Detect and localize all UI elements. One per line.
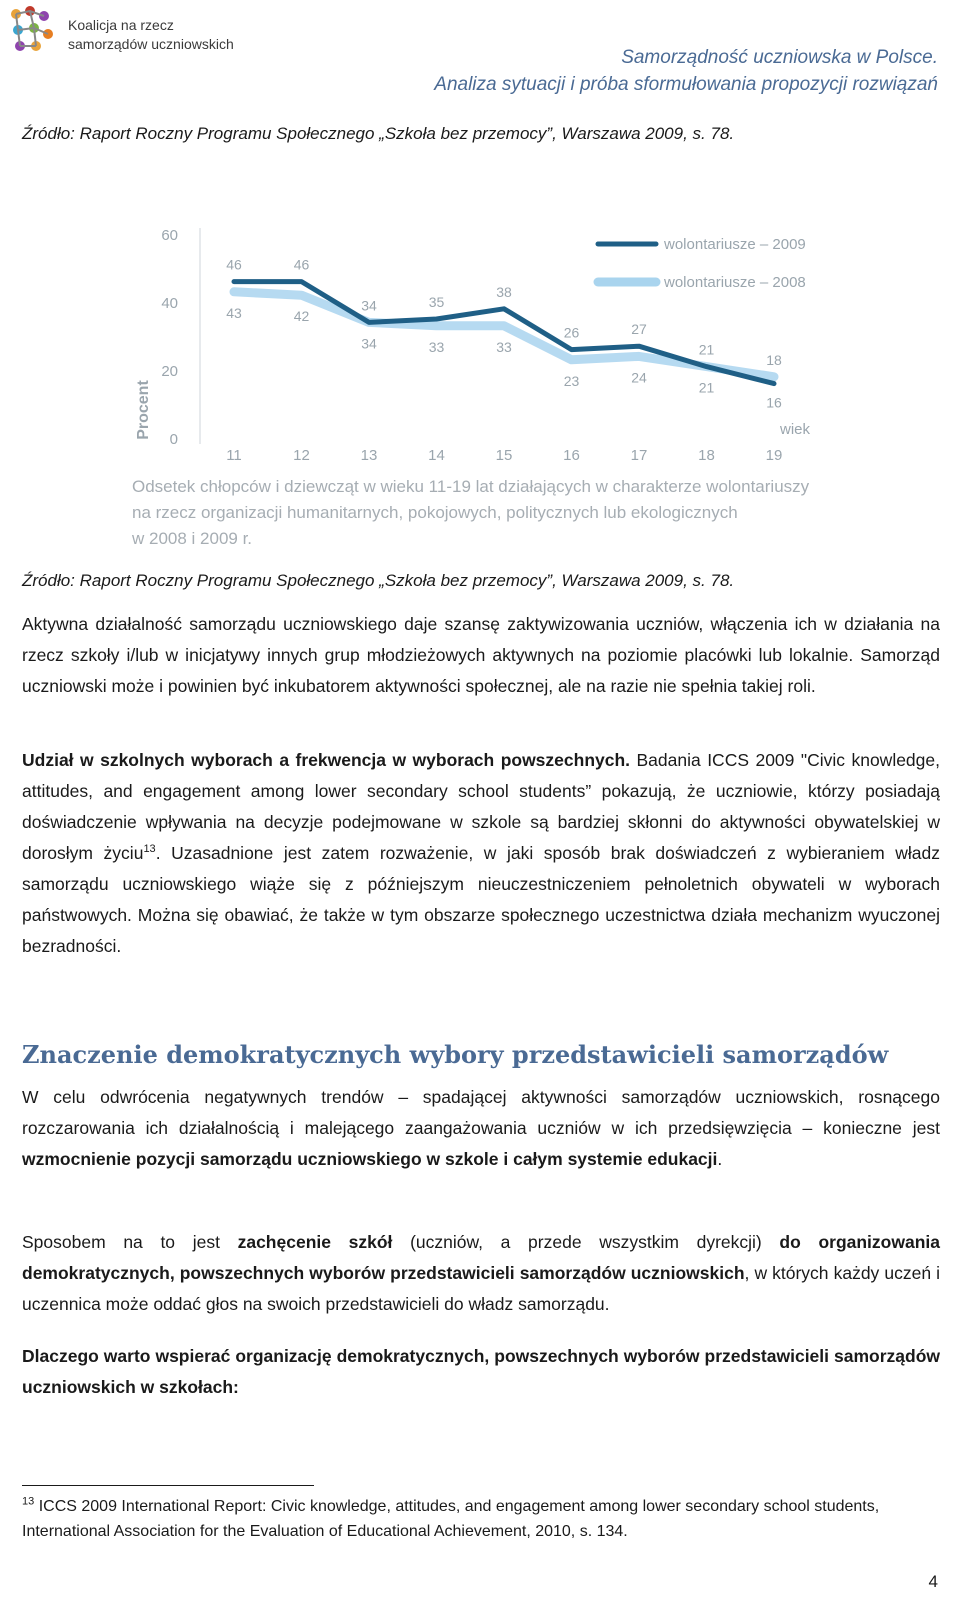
legend-label-2008: wolontariusze – 2008 (664, 274, 806, 291)
document-title-line-1: Samorządność uczniowska w Polsce. (621, 47, 938, 68)
data-label-2009: 26 (563, 324, 580, 341)
data-label-2008: 33 (496, 338, 512, 355)
source-bottom: Źródło: Raport Roczny Programu Społecznego „Szkoła bez przemocy”, Warszawa 2009, s. 78. (22, 571, 735, 590)
document-title-line-2: Analiza sytuacji i próba sformułowania propozycji rozwiązań (434, 74, 938, 95)
paragraph-3-text-1: W celu odwrócenia negatywnych trendów – spadającej aktywności samorządów uczniowskich, rosnącego rozczarowania ich działalnością i malejącego zaangażowania uczniów w ich przedsięwzięcia – konieczne jest (22, 1087, 940, 1138)
data-label-2008: 33 (428, 338, 445, 355)
y-tick-label: 20 (161, 363, 178, 380)
data-label-2009: 27 (631, 321, 647, 338)
x-tick-label: 18 (698, 447, 715, 464)
document-title (434, 44, 938, 98)
data-label-2009: 35 (428, 294, 445, 310)
paragraph-2-text-1: Badania ICCS 2009 "Civic knowledge, attitudes, and engagement among lower secondary school students” pokazują, że uczniowie, którzy posiadają doświadczenie wpływania na decyzje podejmowane w szkole są bardziej skłonni do aktywności obywatelskiej w dorosłym życiu (22, 750, 940, 863)
data-label-2009: 46 (226, 256, 242, 273)
footnote (22, 1494, 940, 1544)
footnote-text: ICCS 2009 International Report: Civic knowledge, attitudes, and engagement among lower secondary school students, International Association for the Evaluation of Educational Achievement, 2010, s. 134. (22, 1498, 880, 1540)
data-label-2008: 18 (766, 351, 782, 368)
paragraph-4-bold-1: zachęcenie szkół (237, 1232, 393, 1252)
logo-text (68, 16, 234, 54)
paragraph-2-bold: Udział w szkolnych wyborach a frekwencja w wyborach powszechnych. (22, 750, 631, 770)
paragraph-4-text-3: , w których każdy uczeń i uczennica może oddać głos na swoich przedstawicieli do władz samorządu. (22, 1263, 940, 1314)
data-label-2008: 43 (226, 304, 242, 321)
data-label-2008: 23 (563, 372, 580, 389)
data-label-2009: 16 (766, 394, 782, 411)
paragraph-2-text-2: . Uzasadnione jest zatem rozważenie, w jaki sposób brak doświadczeń z wybieraniem władz samorządu uczniowskiego wiąże się z późniejszym nieuczestniczeniem pełnoletnich obywateli w wyborach państwowych. Można się obawiać, że także w tym obszarze społecznego uczestnictwa działa mechanizm wyuczonej bezradności. (22, 843, 940, 956)
logo-line-2: samorządów uczniowskich (68, 36, 234, 52)
volunteer-chart (120, 222, 840, 562)
logo (6, 4, 266, 56)
x-tick-label: 11 (226, 447, 242, 464)
section-heading: Znaczenie demokratycznych wybory przedstawicieli samorządów (22, 1040, 889, 1069)
x-tick-label: 13 (360, 447, 378, 464)
x-axis-label: wiek (779, 421, 810, 438)
data-label-2009: 34 (361, 297, 377, 314)
footnote-divider (22, 1485, 314, 1486)
paragraph-4-bold-2: do organizowania demokratycznych, powszechnych wyborów przedstawicieli samorządów uczniowskich (22, 1232, 940, 1283)
paragraph-4-text-1: Sposobem na to jest (22, 1232, 238, 1252)
legend-label-2009: wolontariusze – 2009 (664, 236, 806, 253)
x-tick-label: 19 (765, 447, 783, 464)
x-tick-label: 12 (293, 447, 310, 464)
y-tick-label: 40 (161, 295, 178, 312)
paragraph-3 (22, 1082, 940, 1175)
data-label-2008: 42 (293, 308, 310, 325)
footnote-number: 13 (22, 1495, 35, 1508)
paragraph-5: Dlaczego warto wspierać organizację demokratycznych, powszechnych wyborów przedstawicieli samorządów uczniowskich w szkołach: (22, 1346, 940, 1397)
data-label-2009: 46 (293, 256, 310, 273)
chart-caption-line: Odsetek chłopców i dziewcząt w wieku 11-19 lat działających w charakterze wolontariuszy (132, 477, 810, 496)
data-label-2008: 21 (698, 379, 715, 396)
logo-icon (6, 4, 62, 56)
chart-caption-line: w 2008 i 2009 r. (132, 529, 253, 548)
y-axis-label: Procent (135, 380, 152, 440)
x-tick-label: 17 (630, 447, 648, 464)
data-label-2009: 38 (496, 283, 512, 300)
logo-line-1: Koalicja na rzecz (68, 17, 174, 33)
paragraph-2 (22, 745, 940, 962)
paragraph-3-bold: wzmocnienie pozycji samorządu uczniowskiego w szkole i całym systemie edukacji (22, 1149, 718, 1169)
paragraph-3-text-2: . (717, 1149, 723, 1169)
source-top: Źródło: Raport Roczny Programu Społecznego „Szkoła bez przemocy”, Warszawa 2009, s. 78. (22, 124, 735, 143)
paragraph-4 (22, 1227, 940, 1320)
x-tick-label: 16 (563, 447, 580, 464)
y-tick-label: 60 (161, 227, 178, 244)
page-number: 4 (928, 1572, 938, 1591)
paragraph-1: Aktywna działalność samorządu uczniowskiego daje szansę zaktywizowania uczniów, włączenia ich w działania na rzecz szkoły i/lub w inicjatywy innych grup młodzieżowych aktywnych na poziomie placówki lub lokalnie. Samorząd uczniowski może i powinien być inkubatorem aktywności społecznej, ale na razie nie spełnia takiej roli. (22, 614, 940, 696)
chart-caption-line: na rzecz organizacji humanitarnych, pokojowych, politycznych lub ekologicznych (132, 503, 738, 522)
data-label-2009: 21 (698, 341, 715, 358)
data-label-2008: 24 (631, 369, 647, 386)
footnote-ref-13[interactable]: 13 (143, 843, 156, 856)
data-label-2008: 34 (361, 335, 377, 352)
x-tick-label: 15 (495, 447, 513, 464)
x-tick-label: 14 (428, 447, 445, 464)
paragraph-4-text-2: (uczniów, a przede wszystkim dyrekcji) (392, 1232, 780, 1252)
y-tick-label: 0 (169, 431, 178, 448)
